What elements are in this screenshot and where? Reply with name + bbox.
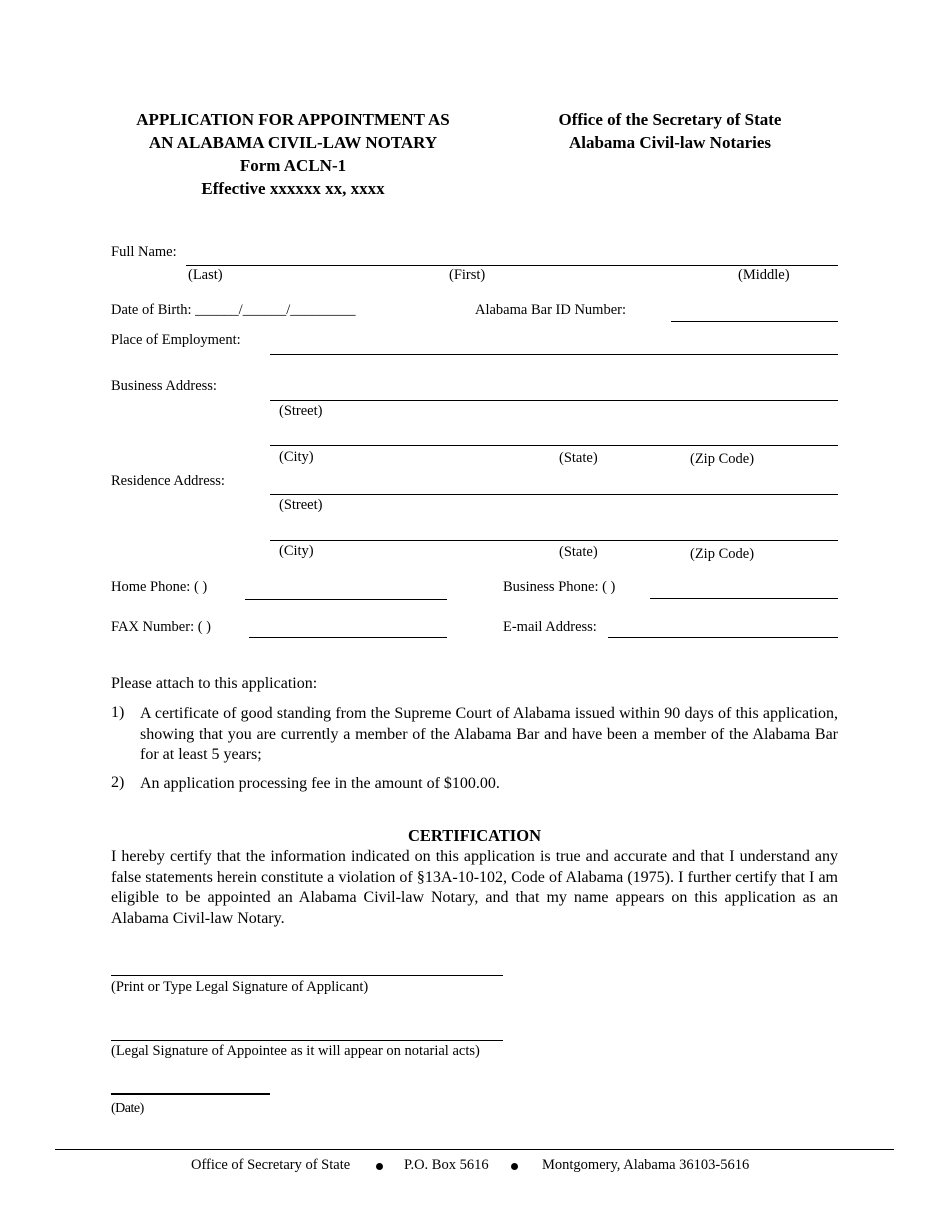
fax-input-line[interactable]	[249, 637, 447, 638]
business-city-input-line[interactable]	[270, 445, 838, 446]
email-input-line[interactable]	[608, 637, 838, 638]
footer-city: Montgomery, Alabama 36103-5616	[542, 1157, 750, 1173]
date-caption: (Date)	[111, 1101, 144, 1116]
residence-street-caption: (Street)	[279, 497, 323, 513]
business-street-caption: (Street)	[279, 403, 323, 419]
full-name-input-line[interactable]	[186, 265, 838, 266]
application-title-line-1: APPLICATION FOR APPOINTMENT AS	[136, 110, 450, 129]
business-address-label: Business Address:	[111, 378, 217, 394]
business-zip-caption: (Zip Code)	[690, 451, 755, 467]
print-signature-caption: (Print or Type Legal Signature of Applicant)	[111, 979, 369, 995]
business-phone-input-line[interactable]	[650, 598, 838, 599]
first-name-caption: (First)	[449, 267, 486, 283]
office-title-line-1: Office of the Secretary of State	[558, 110, 782, 129]
form-number: Form ACLN-1	[239, 156, 347, 175]
bar-id-label: Alabama Bar ID Number:	[475, 302, 626, 318]
footer-bullet-icon	[511, 1163, 518, 1170]
fax-label: FAX Number: ( )	[111, 619, 212, 635]
certification-text: I hereby certify that the information indicated on this application is true and accurate and that I understand any false statements herein constitute a violation of §13A-10-102, Code of Alabama (1975). I further certify that I am eligible to be appointed an Alabama Civil-law Notary, and that my name appears on this application as an Alabama Civil-law Notary.	[111, 848, 838, 927]
print-signature-line[interactable]	[111, 975, 503, 976]
business-state-caption: (State)	[559, 450, 598, 466]
footer-po-box: P.O. Box 5616	[404, 1157, 489, 1173]
footer-office: Office of Secretary of State	[191, 1157, 351, 1173]
attachment-2-text: An application processing fee in the amount of $100.00.	[140, 775, 500, 792]
date-line[interactable]	[111, 1093, 270, 1095]
email-label: E-mail Address:	[503, 619, 597, 635]
date-of-birth-field[interactable]: Date of Birth: ______/______/_________	[111, 302, 356, 318]
attachment-2-number: 2)	[111, 774, 125, 791]
application-title-line-2: AN ALABAMA CIVIL-LAW NOTARY	[148, 133, 438, 152]
footer-rule	[55, 1149, 894, 1150]
footer-bullet-icon	[376, 1163, 383, 1170]
residence-zip-caption: (Zip Code)	[690, 546, 755, 562]
bar-id-input-line[interactable]	[671, 321, 838, 322]
application-title	[103, 108, 483, 200]
effective-date: Effective xxxxxx xx, xxxx	[201, 179, 385, 198]
full-name-label: Full Name:	[111, 244, 177, 260]
office-title-line-2: Alabama Civil-law Notaries	[568, 133, 772, 152]
legal-signature-line[interactable]	[111, 1040, 503, 1041]
residence-city-caption: (City)	[279, 543, 314, 559]
business-street-input-line[interactable]	[270, 400, 838, 401]
attachments-intro: Please attach to this application:	[111, 675, 318, 692]
employment-label: Place of Employment:	[111, 332, 241, 348]
attachment-1-text: A certificate of good standing from the Supreme Court of Alabama issued within 90 days of this application, showing that you are currently a member of the Alabama Bar and have been a member of the Alabama Bar for at least 5 years;	[140, 705, 838, 763]
legal-signature-caption: (Legal Signature of Appointee as it will appear on notarial acts)	[111, 1043, 480, 1059]
residence-state-caption: (State)	[559, 544, 598, 560]
certification-heading: CERTIFICATION	[408, 826, 541, 845]
last-name-caption: (Last)	[188, 267, 223, 283]
employment-input-line[interactable]	[270, 354, 838, 355]
middle-name-caption: (Middle)	[738, 267, 790, 283]
office-title	[520, 108, 820, 154]
home-phone-input-line[interactable]	[245, 599, 447, 600]
residence-street-input-line[interactable]	[270, 494, 838, 495]
business-city-caption: (City)	[279, 449, 314, 465]
home-phone-label: Home Phone: ( )	[111, 579, 208, 595]
business-phone-label: Business Phone: ( )	[503, 579, 616, 595]
residence-city-input-line[interactable]	[270, 540, 838, 541]
residence-address-label: Residence Address:	[111, 473, 225, 489]
attachment-1-number: 1)	[111, 704, 125, 721]
